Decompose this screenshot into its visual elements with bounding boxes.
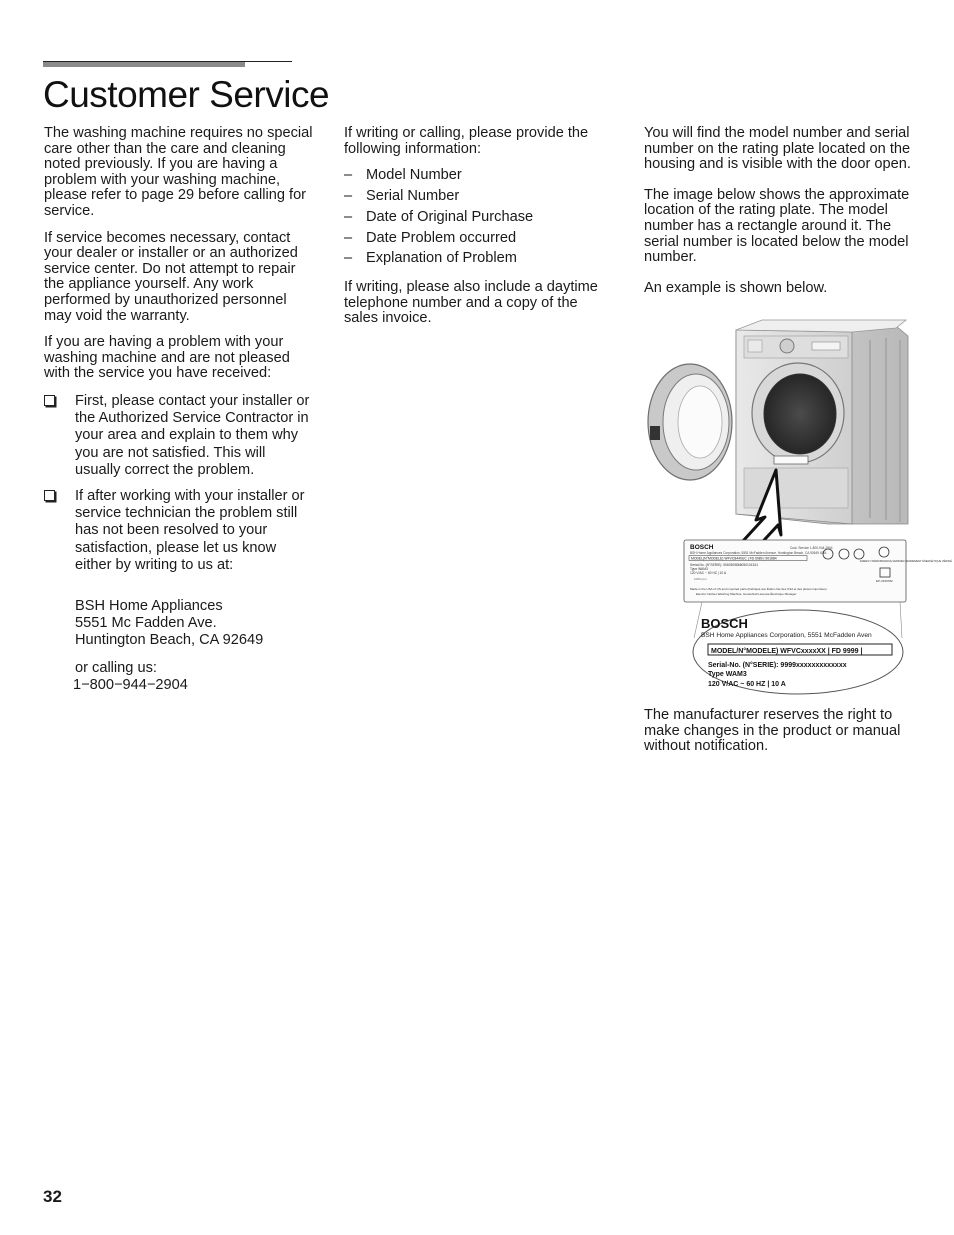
bullet-text: If after working with your installer or service technician the problem still has not been resolved to your satisfaction, please let us know either by writing to us at: xyxy=(75,487,305,573)
column-1 xyxy=(44,126,314,694)
list-item: – Explanation of Problem xyxy=(344,248,614,269)
list-item: – Model Number xyxy=(344,165,614,186)
small-plate-clothes: Electric Clothes Washing Machine, Household Laveuse Électrique Ménager xyxy=(696,592,797,596)
column-3 xyxy=(644,126,919,307)
intro-paragraph: The washing machine requires no special care other than the care and cleaning noted previously. If you are having a problem with your washing machine, please refer to page 29 before calling for service. xyxy=(44,125,313,219)
drum xyxy=(764,374,836,454)
example-label: An example is shown below. xyxy=(644,279,828,296)
bullet-item xyxy=(44,393,314,479)
door-handle-icon xyxy=(650,426,660,440)
address-line: BSH Home Appliances xyxy=(75,597,223,614)
rating-plate-paragraph: You will find the model number and serial number on the rating plate located on the housing and is visible with the door open. xyxy=(644,125,911,173)
small-plate-code: EP-3150782 xyxy=(876,579,893,583)
bullet-text: First, please contact your installer or the Authorized Service Contractor in your area and explain to them why you are not satisfied. This will usually correct the problem. xyxy=(75,392,310,478)
dash-bullet: – xyxy=(344,208,353,225)
image-description-paragraph: The image below shows the approximate location of the rating plate. The model number has a rectangle around it. The serial number is located below the model number. xyxy=(644,186,910,266)
dash-bullet: – xyxy=(344,250,353,267)
plate-serial: Serial-No. (N°SERIE): 9999xxxxxxxxxxxxx xyxy=(708,662,847,669)
checkbox-bullet-icon xyxy=(44,395,55,406)
list-item: – Date of Original Purchase xyxy=(344,207,614,228)
manufacturer-note: The manufacturer reserves the right to make changes in the product or manual without notification. xyxy=(644,707,901,755)
column-2 xyxy=(344,126,614,338)
dash-bullet: – xyxy=(344,187,353,204)
small-plate-perf: ENERGY PERFORMANCE VERIFIED RENDEMENT ÉNERGÉTIQUE VÉRIFIÉ xyxy=(860,560,952,563)
address-line: 5551 Mc Fadden Ave. xyxy=(75,614,217,631)
address-block xyxy=(44,598,314,649)
small-plate-brand: BOSCH xyxy=(690,544,714,551)
small-plate-model: MODEL(N°MODELE) WFVC8440UC | FD 9089 | 901684 xyxy=(691,556,777,561)
plate-model: MODEL/N°MODELE) WFVCxxxxXX | FD 9999 | xyxy=(711,648,863,655)
not-pleased-paragraph: If you are having a problem with your washing machine and are not pleased with the service you have received: xyxy=(44,334,290,382)
rating-plate-location xyxy=(774,456,808,464)
plate-power: 120 V/AC ~ 60 HZ | 10 A xyxy=(708,681,786,688)
info-outro: If writing, please also include a daytime telephone number and a copy of the sales invoice. xyxy=(344,279,598,327)
phone-number: 1−800−944−2904 xyxy=(73,676,188,693)
small-plate-company: BSH Home Appliances Corporation, 5551 McFadden Avenue, Huntington Beach, CA 92649 USA xyxy=(690,551,827,555)
small-plate-made-in: Made in the USA of US and imported parts (Fabriqué aux États Unis des USA et des pièces importées) xyxy=(690,587,827,591)
rating-plate-figure xyxy=(644,318,952,694)
small-plate-service: Cust. Service 1-800-944-2904 xyxy=(790,546,833,550)
bullet-item xyxy=(44,488,314,574)
checkbox-bullet-icon xyxy=(44,490,55,501)
plate-type: Type WAM3 xyxy=(708,671,747,678)
dash-bullet: – xyxy=(344,229,353,246)
calling-label: or calling us: xyxy=(75,659,157,676)
washing-machine-illustration xyxy=(644,318,952,694)
small-plate-rpm: 1000 rpm xyxy=(694,577,707,581)
service-paragraph: If service becomes necessary, contact your dealer or installer or an authorized service center. Do not attempt to repair the appliance yourself. Any work performed by unauthorized personnel may void the warranty. xyxy=(44,229,298,324)
address-line: Huntington Beach, CA 92649 xyxy=(75,631,264,648)
small-plate-power: 120 V/AC ~ 60 HZ | 10 A xyxy=(690,571,727,575)
list-item: – Serial Number xyxy=(344,186,614,207)
small-plate-serial: Serial-No. (N°SERIE): 5060309866050101341 xyxy=(690,563,759,567)
plate-brand: BOSCH xyxy=(701,616,748,631)
page-number: 32 xyxy=(43,1187,62,1206)
plate-company: BSH Home Appliances Corporation, 5551 McFadden Aven xyxy=(701,632,872,639)
list-item: – Date Problem occurred xyxy=(344,228,614,249)
dial-knob-icon xyxy=(780,339,794,353)
title-rule-thick xyxy=(43,62,245,67)
display-icon xyxy=(812,342,840,350)
page-title: Customer Service xyxy=(43,74,330,115)
dash-bullet: – xyxy=(344,167,353,184)
info-intro: If writing or calling, please provide the following information: xyxy=(344,125,589,157)
small-plate-type: Type WAM3 xyxy=(690,567,708,571)
info-list xyxy=(344,165,614,269)
